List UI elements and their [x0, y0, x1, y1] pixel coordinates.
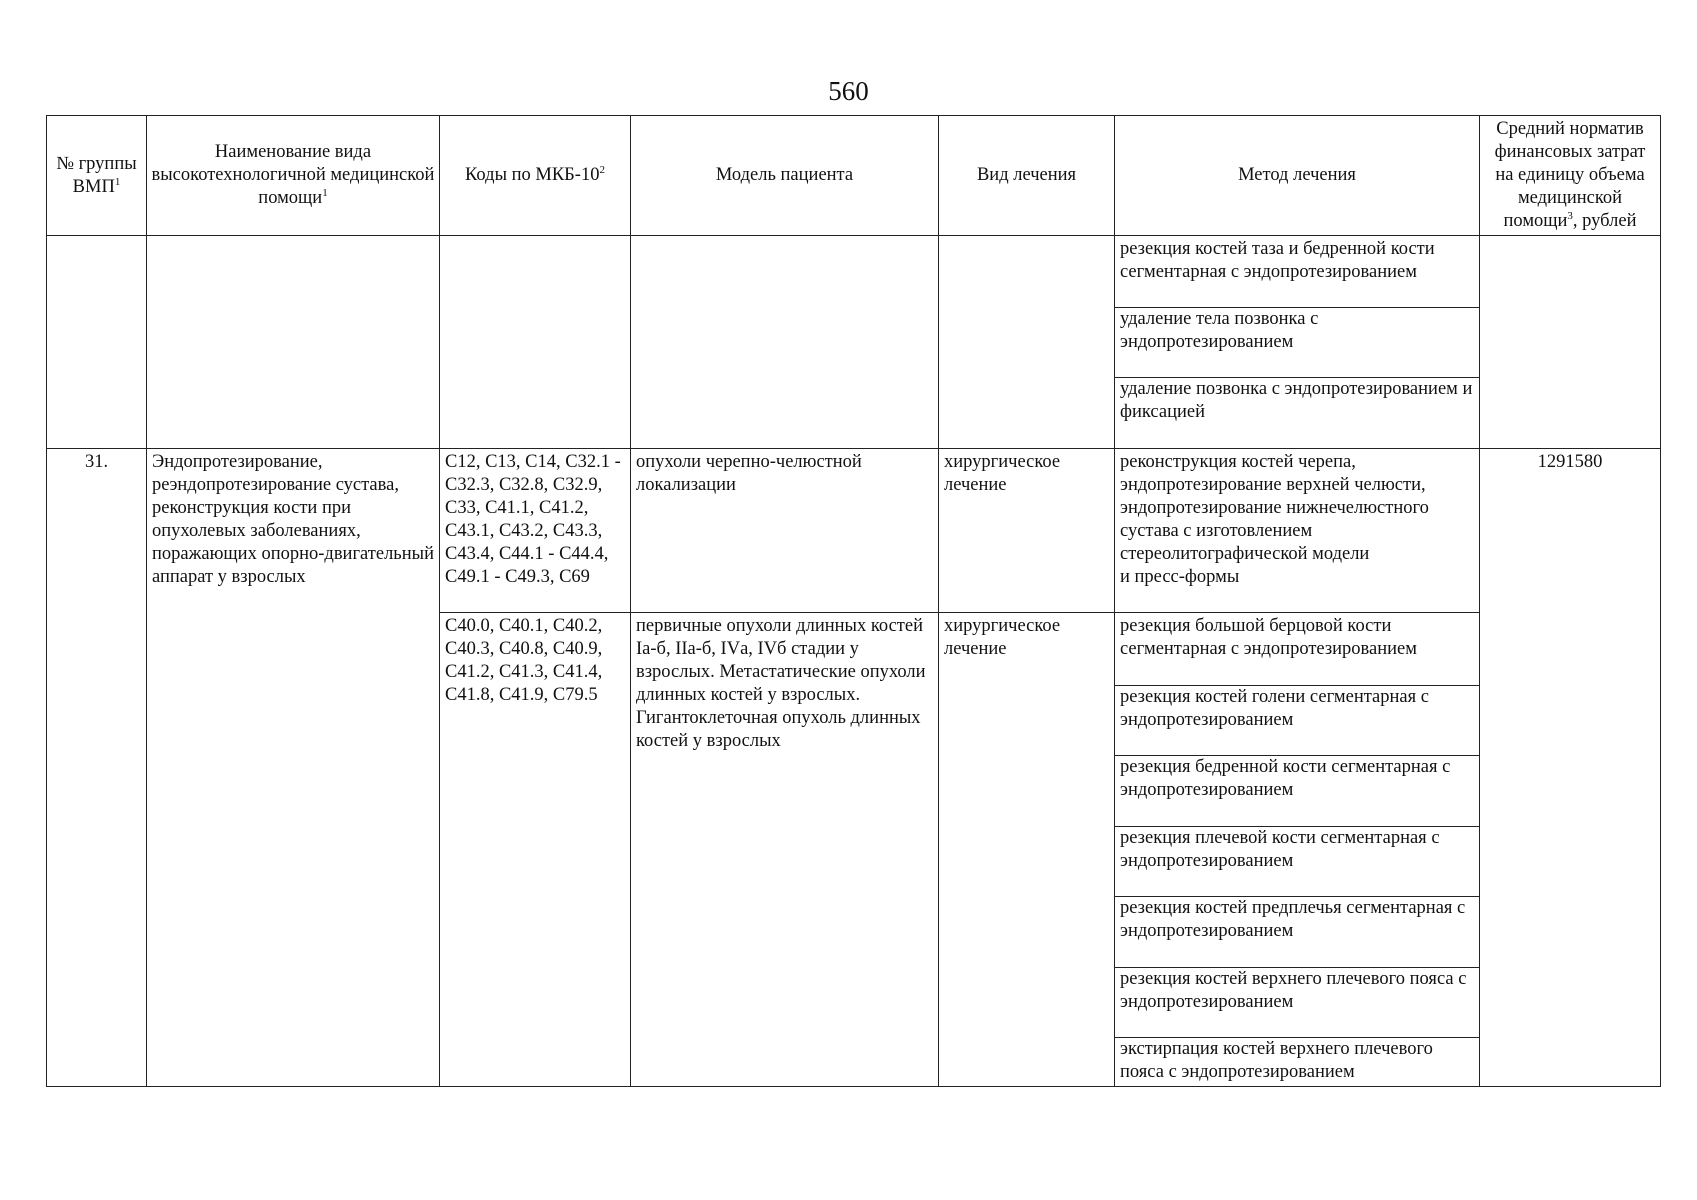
header-care-type-name [147, 116, 440, 236]
table-header-row [47, 116, 1661, 236]
header-icd-codes-text: Коды по МКБ-10 [465, 165, 600, 185]
header-group-number [47, 116, 147, 236]
page-number: 560 [828, 76, 869, 106]
cell-methods-continuation [1115, 236, 1480, 449]
method-item: резекция бедренной кости сегментарная с эндопротезированием [1115, 756, 1479, 827]
cell-icd-codes: C12, C13, C14, C32.1 - C32.3, C32.8, C32.9, C33, C41.1, C41.2, C43.1, C43.2, C43.3, C43.4, C44.1 - C44.4, C49.1 - C49.3, C69 [440, 449, 631, 613]
cell-treatment-type: хирургическое лечение [939, 613, 1115, 1087]
method-item: резекция костей верхнего плечевого пояса с эндопротезированием [1115, 968, 1479, 1039]
method-item: удаление позвонка с эндопротезированием и фиксацией [1120, 379, 1473, 422]
method-text: реконструкция костей черепа, эндопротезирование верхней челюсти, эндопротезирование нижнечелюстного сустава с изготовлением стереолитографической модели [1120, 452, 1429, 564]
header-group-number-text: № группы ВМП [56, 153, 137, 197]
method-text-continued: и пресс-формы [1120, 567, 1240, 587]
footnote-mark: 1 [114, 175, 121, 188]
footnote-mark: 2 [599, 163, 605, 176]
cell-empty [1480, 236, 1661, 449]
header-treatment-method [1115, 116, 1480, 236]
header-icd-codes [440, 116, 631, 236]
header-patient-model [631, 116, 939, 236]
cell-treatment-type: хирургическое лечение [939, 449, 1115, 613]
cell-cost-norm: 1291580 [1480, 449, 1661, 1087]
footnote-mark: 1 [322, 186, 328, 199]
method-item: экстирпация костей верхнего плечевого пояса с эндопротезированием [1120, 1039, 1433, 1082]
header-treatment-type-text: Вид лечения [976, 165, 1077, 185]
header-treatment-type [939, 116, 1115, 236]
method-item: резекция костей голени сегментарная с эндопротезированием [1115, 686, 1479, 757]
method-item: резекция плечевой кости сегментарная с эндопротезированием [1115, 827, 1479, 898]
cell-group-number: 31. [47, 449, 147, 1087]
header-cost-norm-text: Средний норматив финансовых затрат на единицу объема медицинской помощи [1494, 119, 1646, 231]
cell-patient-model: опухоли черепно-челюстной локализации [631, 449, 939, 613]
cell-care-type-name: Эндопротезирование, реэндопротезирование сустава, реконструкция кости при опухолевых заболеваниях, поражающих опорно-двигательный аппарат у взрослых [147, 449, 440, 1087]
cell-empty [147, 236, 440, 449]
method-item: резекция костей таза и бедренной кости сегментарная с эндопротезированием [1115, 238, 1479, 308]
cell-treatment-method [1115, 449, 1480, 613]
header-patient-model-text: Модель пациента [715, 165, 854, 185]
table-row-continuation [47, 236, 1661, 449]
cell-empty [939, 236, 1115, 449]
cell-empty [631, 236, 939, 449]
method-item: резекция костей предплечья сегментарная с эндопротезированием [1115, 897, 1479, 968]
method-item: резекция большой берцовой кости сегментарная с эндопротезированием [1115, 615, 1479, 686]
header-treatment-method-text: Метод лечения [1238, 165, 1356, 185]
cell-empty [440, 236, 631, 449]
table-row-group31-sub1 [47, 449, 1661, 613]
cell-patient-model: первичные опухоли длинных костей Iа-б, IIа-б, IVа, IVб стадии у взрослых. Метастатические опухоли длинных костей у взрослых. Гигантоклеточная опухоль длинных костей у взрослых [631, 613, 939, 1087]
header-cost-norm-suffix: , рублей [1572, 211, 1637, 231]
method-item: удаление тела позвонка с эндопротезированием [1115, 308, 1479, 378]
header-care-type-name-text: Наименование вида высокотехнологичной медицинской помощи [151, 142, 435, 208]
footnote-mark: 3 [1567, 209, 1573, 222]
header-cost-norm [1480, 116, 1661, 236]
cell-methods-list [1115, 613, 1480, 1087]
cell-empty [47, 236, 147, 449]
vmp-table [46, 115, 1661, 1087]
cell-icd-codes: C40.0, C40.1, C40.2, C40.3, C40.8, C40.9, C41.2, C41.3, C41.4, C41.8, C41.9, C79.5 [440, 613, 631, 1087]
